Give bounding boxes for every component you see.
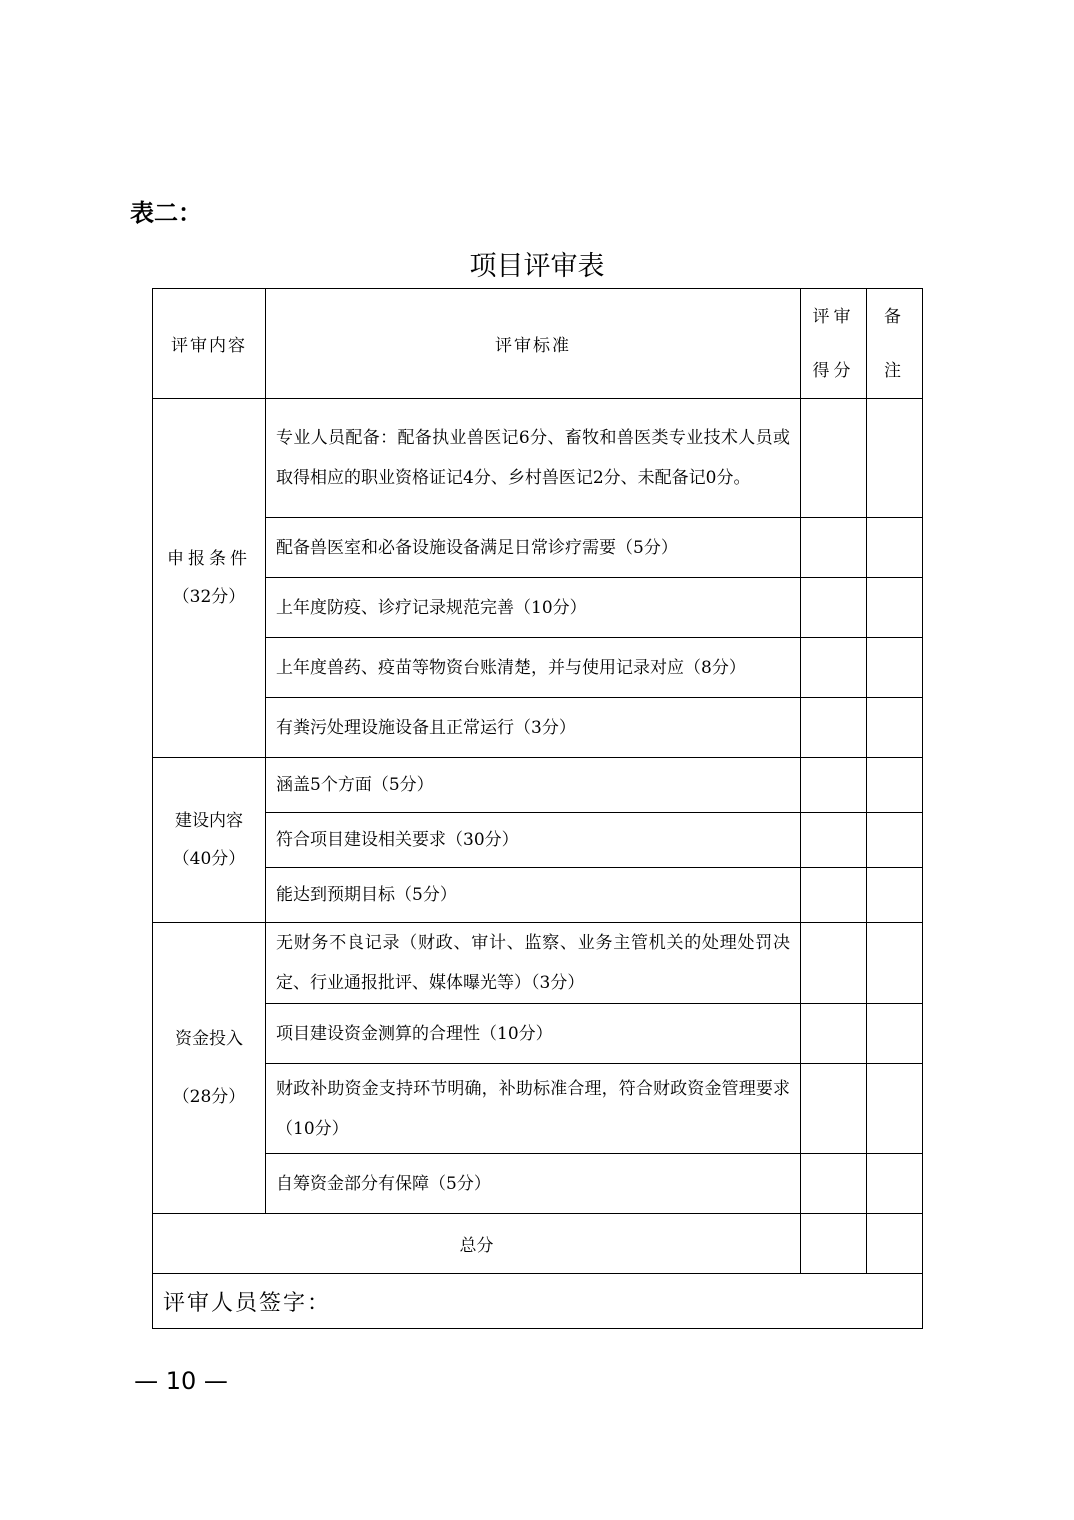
criterion-text: 上年度防疫、诊疗记录规范完善（10分） [266,578,801,638]
criterion-text: 有粪污处理设施设备且正常运行（3分） [266,698,801,758]
remark-cell[interactable] [867,1004,923,1064]
score-cell[interactable] [801,1064,867,1154]
total-remark-cell[interactable] [867,1214,923,1274]
category-points: （40分） [172,849,246,869]
score-cell[interactable] [801,813,867,868]
criterion-text: 符合项目建设相关要求（30分） [266,813,801,868]
table-row [153,758,923,813]
total-row [153,1214,923,1274]
table-row [153,1064,923,1154]
score-cell[interactable] [801,698,867,758]
table-row [153,698,923,758]
remark-cell[interactable] [867,813,923,868]
criterion-text: 项目建设资金测算的合理性（10分） [266,1004,801,1064]
table-row [153,1154,923,1214]
remark-cell[interactable] [867,638,923,698]
score-cell[interactable] [801,578,867,638]
remark-cell[interactable] [867,518,923,578]
criterion-text: 专业人员配备：配备执业兽医记6分、畜牧和兽医类专业技术人员或取得相应的职业资格证记4分、乡村兽医记2分、未配备记0分。 [266,399,801,518]
table-row [153,518,923,578]
header-remark-line2: 注 [884,360,905,381]
remark-cell[interactable] [867,758,923,813]
criterion-text: 配备兽医室和必备设施设备满足日常诊疗需要（5分） [266,518,801,578]
category-name: 建设内容 [175,811,243,831]
table-number-label: 表二： [130,199,202,227]
score-cell[interactable] [801,868,867,923]
category-cell [153,923,266,1214]
remark-cell[interactable] [867,1064,923,1154]
criterion-text: 自筹资金部分有保障（5分） [266,1154,801,1214]
remark-cell[interactable] [867,578,923,638]
signature-row [153,1274,923,1329]
criterion-text: 上年度兽药、疫苗等物资台账清楚，并与使用记录对应（8分） [266,638,801,698]
remark-cell[interactable] [867,399,923,518]
header-remark-line1: 备 [884,306,905,327]
criterion-text: 无财务不良记录（财政、审计、监察、业务主管机关的处理处罚决定、行业通报批评、媒体曝光等）（3分） [266,923,801,1004]
score-cell[interactable] [801,518,867,578]
score-cell[interactable] [801,638,867,698]
review-table [152,288,923,1329]
category-name: 资金投入 [175,1029,243,1049]
category-cell [153,399,266,758]
header-score-line1: 评审 [812,306,855,327]
header-score [801,289,867,399]
header-standard: 评审标准 [266,289,801,399]
header-score-line2: 得分 [812,360,855,381]
score-cell[interactable] [801,923,867,1004]
signature-label[interactable]: 评审人员签字： [153,1274,923,1329]
score-cell[interactable] [801,399,867,518]
page-number: — 10 — [134,1367,228,1395]
header-content: 评审内容 [153,289,266,399]
score-cell[interactable] [801,758,867,813]
criterion-text: 财政补助资金支持环节明确，补助标准合理，符合财政资金管理要求（10分） [266,1064,801,1154]
table-row [153,399,923,518]
category-points: （32分） [172,587,246,607]
table-row [153,923,923,1004]
total-score-cell[interactable] [801,1214,867,1274]
remark-cell[interactable] [867,923,923,1004]
score-cell[interactable] [801,1154,867,1214]
category-points: （28分） [172,1087,246,1107]
category-name: 申报条件 [167,549,251,569]
score-cell[interactable] [801,1004,867,1064]
remark-cell[interactable] [867,698,923,758]
header-remark [867,289,923,399]
category-cell [153,758,266,923]
table-row [153,813,923,868]
criterion-text: 涵盖5个方面（5分） [266,758,801,813]
table-row [153,578,923,638]
table-row [153,868,923,923]
total-label: 总分 [153,1214,801,1274]
header-row [153,289,923,399]
table-row [153,638,923,698]
remark-cell[interactable] [867,1154,923,1214]
remark-cell[interactable] [867,868,923,923]
criterion-text: 能达到预期目标（5分） [266,868,801,923]
table-row [153,1004,923,1064]
document-title: 项目评审表 [469,251,605,282]
